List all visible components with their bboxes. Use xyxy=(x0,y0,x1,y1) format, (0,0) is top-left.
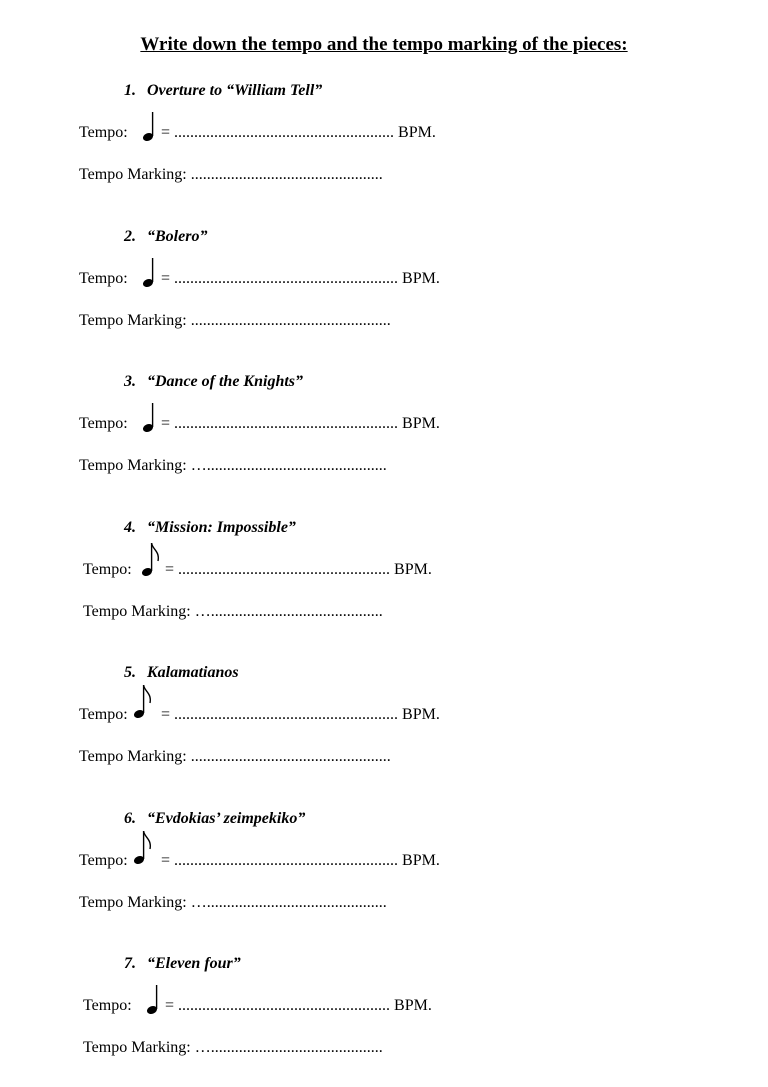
tempo-line-1 xyxy=(79,124,499,144)
piece-number: 4. xyxy=(124,519,136,536)
marking-line-1[interactable]: Tempo Marking: ................................................ xyxy=(79,166,383,183)
tempo-line-4 xyxy=(83,561,503,581)
piece-number: 3. xyxy=(124,373,136,390)
piece-number: 1. xyxy=(124,82,136,99)
tempo-label: Tempo: xyxy=(83,997,132,1014)
tempo-label: Tempo: xyxy=(79,706,128,723)
piece-number: 5. xyxy=(124,664,136,681)
piece-name: “Mission: Impossible” xyxy=(147,519,296,536)
tempo-label: Tempo: xyxy=(79,415,128,432)
quarter-note-icon xyxy=(141,401,161,435)
tempo-blank[interactable]: = ........................................................ BPM. xyxy=(161,415,440,432)
eighth-note-icon xyxy=(132,829,154,867)
piece-number: 2. xyxy=(124,228,136,245)
tempo-line-3 xyxy=(79,415,499,435)
piece-title-2 xyxy=(124,228,207,246)
piece-name: “Eleven four” xyxy=(147,955,241,972)
tempo-blank[interactable]: = ........................................................ BPM. xyxy=(161,270,440,287)
marking-line-4[interactable]: Tempo Marking: …........................................... xyxy=(83,603,383,620)
quarter-note-icon xyxy=(141,110,161,144)
tempo-line-6 xyxy=(79,852,499,872)
marking-line-6[interactable]: Tempo Marking: …............................................. xyxy=(79,894,387,911)
marking-line-5[interactable]: Tempo Marking: .................................................. xyxy=(79,748,391,765)
piece-name: Kalamatianos xyxy=(147,664,239,681)
tempo-blank[interactable]: = ..................................................... BPM. xyxy=(165,561,432,578)
piece-title-4 xyxy=(124,519,296,537)
quarter-note-icon xyxy=(145,983,165,1017)
tempo-line-2 xyxy=(79,270,499,290)
page-title: Write down the tempo and the tempo marking of the pieces: xyxy=(140,34,628,55)
quarter-note-icon xyxy=(141,256,161,290)
piece-title-7 xyxy=(124,955,241,973)
piece-name: “Bolero” xyxy=(147,228,208,245)
piece-name: “Evdokias’ zeimpekiko” xyxy=(147,810,306,827)
piece-number: 7. xyxy=(124,955,136,972)
piece-title-5 xyxy=(124,664,239,682)
marking-line-3[interactable]: Tempo Marking: …............................................. xyxy=(79,457,387,474)
tempo-blank[interactable]: = ........................................................ BPM. xyxy=(161,706,440,723)
marking-line-7[interactable]: Tempo Marking: …........................................... xyxy=(83,1039,383,1056)
piece-name: Overture to “William Tell” xyxy=(147,82,323,99)
tempo-line-7 xyxy=(83,997,503,1017)
eighth-note-icon xyxy=(132,683,154,721)
tempo-blank[interactable]: = ........................................................ BPM. xyxy=(161,852,440,869)
tempo-label: Tempo: xyxy=(83,561,132,578)
tempo-blank[interactable]: = ....................................................... BPM. xyxy=(161,124,436,141)
piece-title-6 xyxy=(124,810,305,828)
tempo-label: Tempo: xyxy=(79,270,128,287)
tempo-label: Tempo: xyxy=(79,124,128,141)
marking-line-2[interactable]: Tempo Marking: .................................................. xyxy=(79,312,391,329)
eighth-note-icon xyxy=(140,541,162,579)
tempo-blank[interactable]: = ..................................................... BPM. xyxy=(165,997,432,1014)
tempo-line-5 xyxy=(79,706,499,726)
piece-title-1 xyxy=(124,82,322,100)
piece-name: “Dance of the Knights” xyxy=(147,373,304,390)
tempo-label: Tempo: xyxy=(79,852,128,869)
piece-number: 6. xyxy=(124,810,136,827)
piece-title-3 xyxy=(124,373,303,391)
